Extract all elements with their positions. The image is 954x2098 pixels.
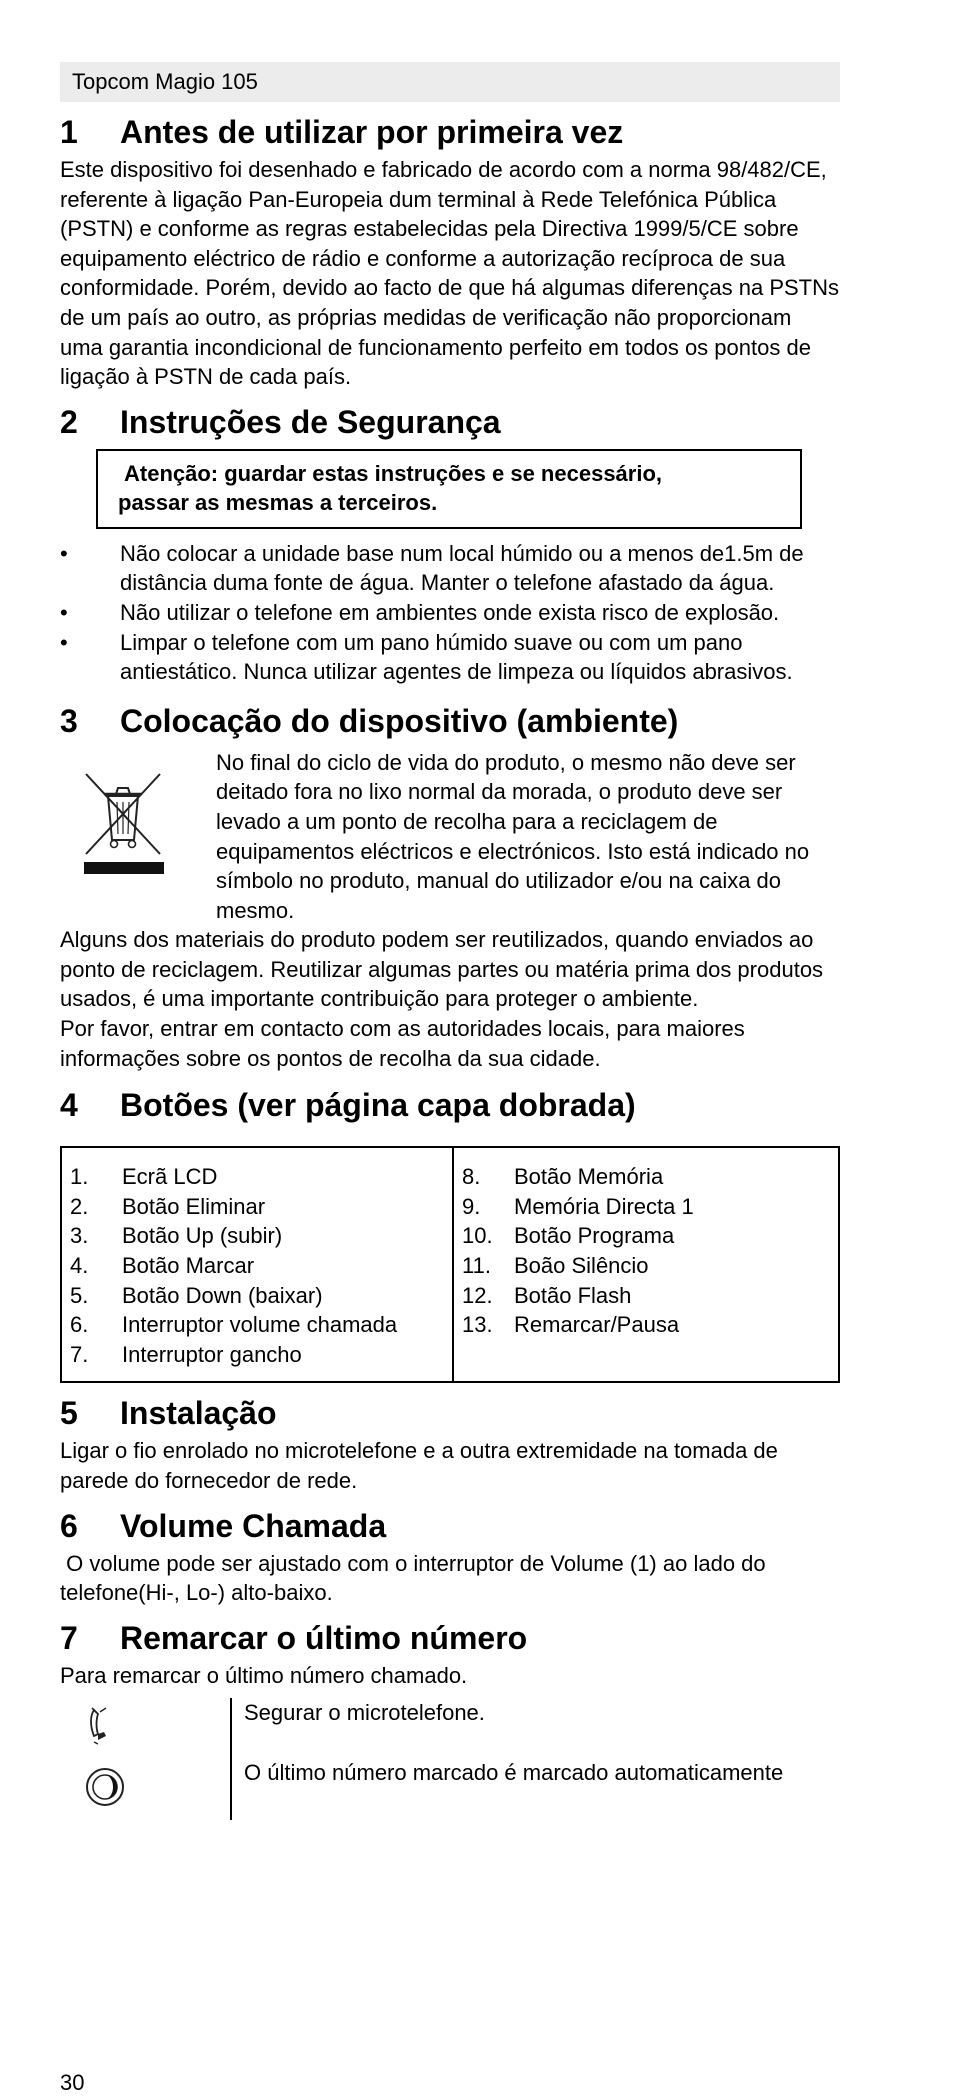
header-title: Topcom Magio 105 <box>72 69 258 94</box>
list-item <box>60 598 840 628</box>
step-text: O último número marcado é marcado automaticamente <box>244 1760 784 1786</box>
section-body: Ligar o fio enrolado no microtelefone e a outra extremidade na tomada de parede do fornecedor de rede. <box>60 1438 778 1493</box>
item-label: Ecrã LCD <box>122 1164 218 1190</box>
item-label: Interruptor volume chamada <box>122 1312 398 1338</box>
section-title: Colocação do dispositivo (ambiente) <box>120 702 679 739</box>
item-number: 12. <box>462 1282 493 1308</box>
list-item <box>462 1192 830 1222</box>
item-number: 8. <box>462 1164 481 1190</box>
item-label: Botão Up (subir) <box>122 1223 283 1249</box>
list-item-text: Não colocar a unidade base num local húmido ou a menos de1.5m de distância duma fonte de água. Manter o telefone afastado da água. <box>120 540 804 596</box>
list-item <box>462 1251 830 1281</box>
item-label: Botão Programa <box>514 1223 675 1249</box>
list-item <box>60 539 840 598</box>
section-title: Antes de utilizar por primeira vez <box>120 114 624 150</box>
section-heading <box>60 1620 840 1657</box>
item-number: 5. <box>70 1282 89 1308</box>
bullet-icon: • <box>60 599 68 625</box>
buttons-table <box>60 1146 840 1383</box>
list-item <box>462 1162 830 1192</box>
item-number: 11. <box>462 1253 491 1279</box>
section-heading <box>60 404 840 441</box>
section-heading <box>60 1508 840 1545</box>
section-5 <box>60 1395 840 1495</box>
section-heading <box>60 703 840 740</box>
manual-page <box>60 62 840 1824</box>
item-label: Memória Directa 1 <box>514 1193 694 1219</box>
table-cell-left <box>61 1147 453 1382</box>
section-heading <box>60 1087 840 1124</box>
section-body: Alguns dos materiais do produto podem ser reutilizados, quando enviados ao ponto de reciclagem. Reutilizar algumas partes ou matéria prima dos produtos usados, é uma importante contribuição para proteger o ambiente. <box>60 927 824 1012</box>
handset-off-hook-icon <box>60 1698 232 1754</box>
item-number: 2. <box>70 1193 89 1219</box>
section-number: 7 <box>60 1619 78 1656</box>
bullet-icon: • <box>60 629 68 655</box>
bullet-icon: • <box>60 540 68 566</box>
item-label: Botão Memória <box>514 1164 664 1190</box>
redial-steps <box>60 1698 840 1824</box>
list-item <box>70 1251 444 1281</box>
list-item <box>462 1221 830 1251</box>
safety-list <box>60 539 840 687</box>
warning-line: passar as mesmas a terceiros. <box>118 489 438 515</box>
weee-block <box>60 748 840 926</box>
section-body: O volume pode ser ajustado com o interruptor de Volume (1) ao lado do telefone(Hi-, Lo-) alto-baixo. <box>60 1550 772 1606</box>
list-item <box>70 1310 444 1340</box>
section-3 <box>60 703 840 1074</box>
weee-crossed-bin-icon <box>60 748 216 926</box>
section-title: Volume Chamada <box>120 1507 387 1544</box>
header-bar <box>60 62 840 102</box>
item-number: 4. <box>70 1253 89 1279</box>
item-number: 3. <box>70 1223 89 1249</box>
section-heading <box>60 114 840 151</box>
list-item-text: Limpar o telefone com um pano húmido suave ou com um pano antiestático. Nunca utilizar agentes de limpeza ou líquidos abrasivos. <box>120 629 793 685</box>
item-label: Boão Silêncio <box>514 1253 649 1279</box>
item-number: 1. <box>70 1164 89 1190</box>
section-7 <box>60 1620 840 1825</box>
list-item <box>70 1162 444 1192</box>
table-row <box>61 1147 839 1382</box>
section-6 <box>60 1508 840 1608</box>
item-label: Botão Marcar <box>122 1253 255 1279</box>
section-number: 6 <box>60 1507 78 1544</box>
section-body: Este dispositivo foi desenhado e fabricado de acordo com a norma 98/482/CE, referente à ligação Pan-Europeia dum terminal à Rede Telefónica Pública (PSTN) e conforme as regras estabelecidas pela Directiva 1999/5/CE sobre equipamento eléctrico de rádio e conforme a autorização recíproca de sua conformidade. Porém, devido ao facto de que há algumas diferenças na PSTNs de um país ao outro, as próprias medidas de verificação não proporcionam uma garantia incondicional de funcionamento perfeito em todos os pontos de ligação à PSTN de cada país. <box>60 157 840 390</box>
item-number: 7. <box>70 1341 89 1367</box>
item-number: 10. <box>462 1223 493 1249</box>
list-item <box>70 1221 444 1251</box>
section-title: Botões (ver página capa dobrada) <box>120 1087 636 1124</box>
section-number: 3 <box>60 702 78 739</box>
list-item <box>70 1340 444 1370</box>
item-label: Botão Eliminar <box>122 1193 266 1219</box>
list-item <box>70 1192 444 1222</box>
page-number: 30 <box>60 2070 85 2095</box>
section-heading <box>60 1395 840 1432</box>
list-item <box>70 1281 444 1311</box>
item-number: 13. <box>462 1312 493 1338</box>
section-1 <box>60 114 840 392</box>
list-item <box>60 628 840 687</box>
item-label: Remarcar/Pausa <box>514 1312 680 1338</box>
section-number: 2 <box>60 403 78 440</box>
section-body: Por favor, entrar em contacto com as autoridades locais, para maiores informações sobre os pontos de recolha da sua cidade. <box>60 1016 745 1071</box>
list-item-text: Não utilizar o telefone em ambientes onde exista risco de explosão. <box>120 599 780 625</box>
warning-line: Atenção: guardar estas instruções e se necessário, <box>124 460 663 486</box>
table-cell-right <box>453 1147 839 1382</box>
item-label: Botão Flash <box>514 1282 632 1308</box>
section-number: 5 <box>60 1395 78 1432</box>
section-body: Para remarcar o último número chamado. <box>60 1662 468 1688</box>
item-number: 6. <box>70 1312 89 1338</box>
item-number: 9. <box>462 1193 481 1219</box>
section-2 <box>60 404 840 687</box>
list-item <box>462 1281 830 1311</box>
step-text: Segurar o microtelefone. <box>244 1700 485 1726</box>
redial-button-icon <box>60 1754 232 1820</box>
section-number: 4 <box>60 1087 78 1124</box>
section-number: 1 <box>60 114 78 150</box>
section-title: Instruções de Segurança <box>120 403 501 440</box>
section-title: Remarcar o último número <box>120 1619 528 1656</box>
list-item <box>462 1310 830 1340</box>
warning-box <box>96 449 802 529</box>
weee-text: No final do ciclo de vida do produto, o mesmo não deve ser deitado fora no lixo normal da morada, o produto deve ser levado a um ponto de recolha para a reciclagem de equipamentos eléctricos e electrónicos. Isto está indicado no símbolo no produto, manual do utilizador e/ou na caixa do mesmo. <box>216 749 810 923</box>
item-label: Interruptor gancho <box>122 1341 302 1367</box>
item-label: Botão Down (baixar) <box>122 1282 323 1308</box>
section-title: Instalação <box>120 1395 277 1432</box>
section-4 <box>60 1087 840 1383</box>
